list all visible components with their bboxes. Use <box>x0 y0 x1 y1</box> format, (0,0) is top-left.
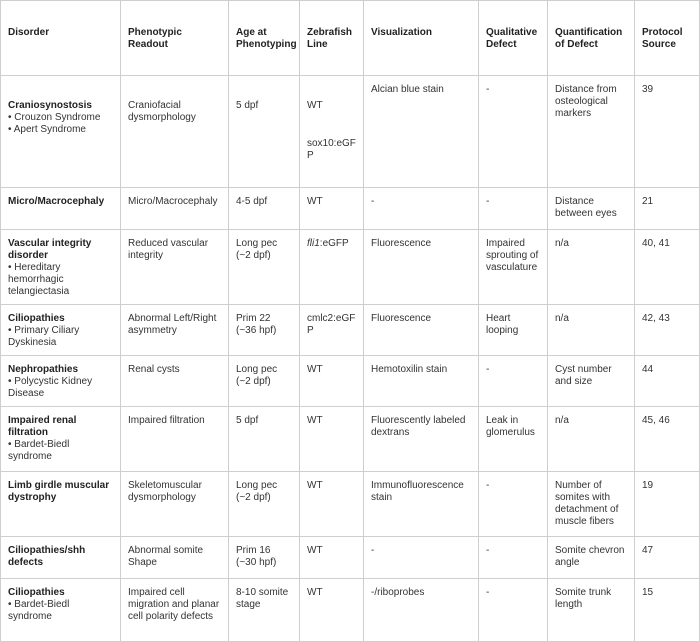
disorder-cell <box>1 356 121 407</box>
protocol-cell: 39 <box>635 76 700 188</box>
line-cell: WT <box>300 407 364 472</box>
quantification-cell: Somite chevron angle <box>548 537 635 579</box>
table-row <box>1 407 700 472</box>
protocol-cell: 44 <box>635 356 700 407</box>
quantification-cell: n/a <box>548 230 635 305</box>
visualization-cell: Hemotoxilin stain <box>364 356 479 407</box>
disorder-cell <box>1 537 121 579</box>
readout-cell: Craniofacial dysmorphology <box>121 76 229 188</box>
disorder-subtype: • Bardet-Biedl syndrome <box>8 599 70 622</box>
protocol-cell: 47 <box>635 537 700 579</box>
table-row <box>1 230 700 305</box>
qualitative-cell: - <box>479 472 548 537</box>
protocol-cell: 19 <box>635 472 700 537</box>
line-sox10: sox10:eGFP <box>307 138 356 161</box>
age-cell: Long pec (~2 dpf) <box>229 230 300 305</box>
qualitative-cell: - <box>479 537 548 579</box>
visualization-cell: Immunofluorescence stain <box>364 472 479 537</box>
qualitative-cell: Impaired sprouting of vasculature <box>479 230 548 305</box>
readout-cell: Micro/Macrocephaly <box>121 188 229 230</box>
visualization-cell: Fluorescence <box>364 305 479 356</box>
disorder-name: Ciliopathies <box>8 313 65 324</box>
visualization-cell: -/riboprobes <box>364 579 479 642</box>
header-quantification: Quantification of Defect <box>548 1 635 76</box>
disorder-cell <box>1 407 121 472</box>
disorder-subtype: • Primary Ciliary Dyskinesia <box>8 325 80 348</box>
disorder-name: Nephropathies <box>8 364 79 375</box>
readout-cell: Impaired cell migration and planar cell polarity defects <box>121 579 229 642</box>
protocol-cell: 42, 43 <box>635 305 700 356</box>
disorder-subtype: • Apert Syndrome <box>8 124 86 135</box>
header-readout: Phenotypic Readout <box>121 1 229 76</box>
quantification-cell: Somite trunk length <box>548 579 635 642</box>
readout-cell: Abnormal somite Shape <box>121 537 229 579</box>
visualization-cell: Fluorescently labeled dextrans <box>364 407 479 472</box>
quantification-cell: n/a <box>548 305 635 356</box>
qualitative-cell: Leak in glomerulus <box>479 407 548 472</box>
protocol-cell: 15 <box>635 579 700 642</box>
line-cell <box>300 230 364 305</box>
age-cell: 5 dpf <box>229 76 300 188</box>
line-cell: WT <box>300 537 364 579</box>
line-cell: WT <box>300 188 364 230</box>
table-row <box>1 356 700 407</box>
age-cell: Long pec (~2 dpf) <box>229 356 300 407</box>
visualization-cell: - <box>364 537 479 579</box>
visualization-cell: Fluorescence <box>364 230 479 305</box>
qualitative-cell: - <box>479 76 548 188</box>
line-cell: WT <box>300 356 364 407</box>
quantification-cell: Distance from osteological markers <box>548 76 635 188</box>
protocol-cell: 45, 46 <box>635 407 700 472</box>
table-row <box>1 472 700 537</box>
age-cell: Prim 16 (~30 hpf) <box>229 537 300 579</box>
header-qualitative: Qualitative Defect <box>479 1 548 76</box>
header-age: Age at Phenotyping <box>229 1 300 76</box>
disorder-name: Impaired renal filtration <box>8 415 77 438</box>
disorder-name: Ciliopathies/shh defects <box>8 545 86 568</box>
readout-cell: Reduced vascular integrity <box>121 230 229 305</box>
readout-cell: Abnormal Left/Right asymmetry <box>121 305 229 356</box>
age-cell: 4-5 dpf <box>229 188 300 230</box>
disorder-subtype: • Crouzon Syndrome <box>8 112 101 123</box>
age-cell: 5 dpf <box>229 407 300 472</box>
header-disorder: Disorder <box>1 1 121 76</box>
qualitative-cell: - <box>479 579 548 642</box>
disorder-name: Vascular integrity disorder <box>8 238 92 261</box>
header-visualization: Visualization <box>364 1 479 76</box>
disorder-cell <box>1 305 121 356</box>
table-row <box>1 537 700 579</box>
protocol-cell: 40, 41 <box>635 230 700 305</box>
visualization-cell: - <box>364 188 479 230</box>
age-cell: 8-10 somite stage <box>229 579 300 642</box>
disorder-cell <box>1 579 121 642</box>
readout-cell: Skeletomuscular dysmorphology <box>121 472 229 537</box>
line-cell: cmlc2:eGFP <box>300 305 364 356</box>
disorder-subtype: • Bardet-Biedl syndrome <box>8 439 70 462</box>
disorder-cell <box>1 230 121 305</box>
header-line: Zebrafish Line <box>300 1 364 76</box>
disorder-name: Ciliopathies <box>8 587 65 598</box>
readout-cell: Renal cysts <box>121 356 229 407</box>
age-cell: Prim 22 (~36 hpf) <box>229 305 300 356</box>
age-cell: Long pec (~2 dpf) <box>229 472 300 537</box>
disorder-subtype: • Polycystic Kidney Disease <box>8 376 93 399</box>
visualization-cell: Alcian blue stain <box>364 76 479 188</box>
disorder-name: Micro/Macrocephaly <box>8 196 105 207</box>
protocol-cell: 21 <box>635 188 700 230</box>
line-cell <box>300 76 364 188</box>
table-row <box>1 188 700 230</box>
quantification-cell: Distance between eyes <box>548 188 635 230</box>
disorder-cell <box>1 76 121 188</box>
header-protocol: Protocol Source <box>635 1 700 76</box>
line-cell: WT <box>300 472 364 537</box>
disorder-cell <box>1 472 121 537</box>
qualitative-cell: - <box>479 188 548 230</box>
quantification-cell: Cyst number and size <box>548 356 635 407</box>
line-fli1: fli1 <box>307 238 320 249</box>
table-row <box>1 579 700 642</box>
disorder-subtype: • Hereditary hemorrhagic telangiectasia <box>8 262 70 297</box>
quantification-cell: n/a <box>548 407 635 472</box>
table-row <box>1 305 700 356</box>
disorder-name: Craniosynostosis <box>8 100 92 111</box>
table-row <box>1 76 700 188</box>
disorder-name: Limb girdle muscular dystrophy <box>8 480 110 503</box>
qualitative-cell: - <box>479 356 548 407</box>
quantification-cell: Number of somites with detachment of muscle fibers <box>548 472 635 537</box>
readout-cell: Impaired filtration <box>121 407 229 472</box>
line-cell: WT <box>300 579 364 642</box>
qualitative-cell: Heart looping <box>479 305 548 356</box>
line-egfp-suffix: :eGFP <box>319 238 349 249</box>
disorder-cell <box>1 188 121 230</box>
header-row <box>1 1 700 76</box>
line-wt: WT <box>307 100 323 111</box>
